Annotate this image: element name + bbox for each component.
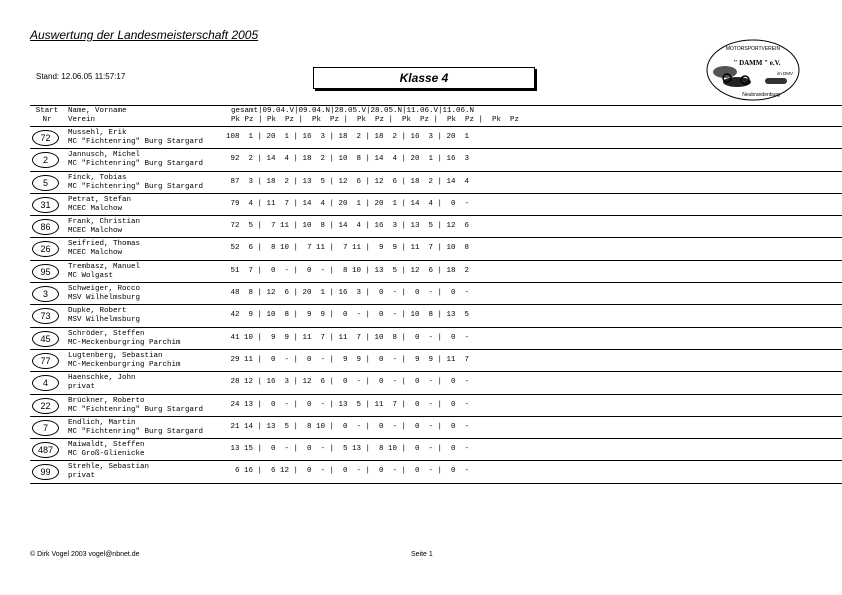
rider-club: privat (68, 383, 96, 392)
header-scores-col (231, 107, 519, 125)
logo-dmv-text: im DMV (777, 71, 793, 76)
rider-club: MSV Wilhelmsburg (68, 316, 141, 325)
rider-scores: 52 6 | 8 10 | 7 11 | 7 11 | 9 9 | 11 7 | 10 8 (226, 244, 470, 253)
rider-scores: 92 2 | 14 4 | 18 2 | 10 8 | 14 4 | 20 1 | 16 3 (226, 155, 470, 164)
rider-club: MC Groß-Glienicke (68, 450, 145, 459)
rider-name: Finck, Tobias (68, 173, 127, 182)
table-row (30, 372, 842, 394)
rider-name: Endlich, Martin (68, 418, 136, 427)
rider-club: MC "Fichtenring" Burg Stargard (68, 427, 204, 436)
rider-cell (68, 441, 145, 459)
footer-copyright: © Dirk Vogel 2003 vogel@nbnet.de (30, 551, 140, 558)
header-dates: gesamt|09.04.V|09.04.N|28.05.V|28.05.N|11.06.V|11.06.N (231, 107, 475, 115)
table-row (30, 350, 842, 372)
rider-cell (68, 463, 149, 481)
start-number-badge: 3 (32, 286, 59, 302)
rider-name: Schröder, Steffen (68, 329, 145, 338)
logo-top-text: MOTORSPORTVEREIN (725, 46, 781, 52)
rider-club: privat (68, 472, 96, 481)
table-row (30, 238, 842, 260)
rider-name: Seifried, Thomas (68, 240, 141, 249)
rider-scores: 41 10 | 9 9 | 11 7 | 11 7 | 10 8 | 0 - | 0 - (226, 333, 470, 342)
table-header (30, 105, 842, 127)
logo-mid-text: " DAMM " e.V. (733, 59, 781, 67)
rider-cell (68, 330, 181, 348)
start-number-badge: 26 (32, 241, 59, 257)
rider-scores: 51 7 | 0 - | 0 - | 8 10 | 13 5 | 12 6 | 18 2 (226, 266, 470, 275)
start-number-badge: 86 (32, 219, 59, 235)
rider-club: MC "Fichtenring" Burg Stargard (68, 182, 204, 191)
rider-cell (68, 151, 203, 169)
rider-club: MC "Fichtenring" Burg Stargard (68, 405, 204, 414)
rider-cell (68, 352, 181, 370)
rider-name: Schweiger, Rocco (68, 285, 141, 294)
rider-scores: 48 8 | 12 6 | 20 1 | 16 3 | 0 - | 0 - | 0 - (226, 289, 470, 298)
table-row (30, 283, 842, 305)
rider-name: Mussehl, Erik (68, 129, 127, 137)
rider-club: MCEC Malchow (68, 227, 123, 236)
rider-scores: 79 4 | 11 7 | 14 4 | 20 1 | 20 1 | 14 4 | 0 - (226, 199, 470, 208)
start-number-badge: 31 (32, 197, 59, 213)
start-number-badge: 73 (32, 308, 59, 324)
table-row (30, 172, 842, 194)
start-number-badge: 2 (32, 152, 59, 168)
start-number-badge: 22 (32, 398, 59, 414)
table-row (30, 127, 842, 149)
rider-cell (68, 374, 136, 392)
rider-name: Dupke, Robert (68, 307, 127, 316)
table-row (30, 328, 842, 350)
rider-scores: 6 16 | 6 12 | 0 - | 0 - | 0 - | 0 - | 0 - (226, 467, 470, 476)
logo-bottom-text: Neubrandenburg (742, 92, 780, 98)
rider-cell (68, 129, 203, 147)
table-row (30, 417, 842, 439)
rider-club: MC-Meckenburgring Parchim (68, 338, 181, 347)
start-number-badge: 77 (32, 353, 59, 369)
header-start: Start (35, 107, 59, 115)
table-row (30, 305, 842, 327)
rider-cell (68, 419, 203, 437)
rider-name: Petrat, Stefan (68, 195, 132, 204)
rider-cell (68, 218, 140, 236)
rider-name: Trembasz, Manuel (68, 262, 141, 271)
rider-name: Maiwaldt, Steffen (68, 441, 145, 450)
header-pk-pz: Pk Pz | Pk Pz | Pk Pz | Pk Pz | Pk Pz | Pk Pz | Pk Pz (231, 116, 520, 124)
table-row (30, 216, 842, 238)
club-logo (705, 38, 801, 102)
rider-cell (68, 196, 131, 214)
table-row (30, 461, 842, 483)
rider-scores: 29 11 | 0 - | 0 - | 9 9 | 0 - | 9 9 | 11 7 (226, 355, 470, 364)
rider-cell (68, 240, 140, 258)
rider-name: Haenschke, John (68, 374, 136, 383)
rider-club: MCEC Malchow (68, 249, 123, 258)
start-number-badge: 5 (32, 175, 59, 191)
table-row (30, 439, 842, 461)
start-number-badge: 4 (32, 375, 59, 391)
rider-club: MC-Meckenburgring Parchim (68, 360, 181, 369)
rider-cell (68, 174, 203, 192)
start-number-badge: 45 (32, 331, 59, 347)
rider-scores: 13 15 | 0 - | 0 - | 5 13 | 8 10 | 0 - | 0 - (226, 445, 470, 454)
rider-cell (68, 307, 140, 325)
rider-cell (68, 285, 140, 303)
rider-scores: 72 5 | 7 11 | 10 8 | 14 4 | 16 3 | 13 5 | 12 6 (226, 222, 470, 231)
klasse-box: Klasse 4 (313, 67, 535, 89)
rider-club: MC Wolgast (68, 271, 114, 280)
header-name: Name, Vorname (68, 107, 127, 115)
rider-club: MCEC Malchow (68, 204, 123, 213)
rider-name: Strehle, Sebastian (68, 463, 150, 472)
page-title: Auswertung der Landesmeisterschaft 2005 (30, 28, 259, 42)
table-row (30, 261, 842, 283)
rider-name: Brückner, Roberto (68, 396, 145, 405)
rider-scores: 108 1 | 20 1 | 16 3 | 18 2 | 18 2 | 16 3 | 20 1 (226, 133, 470, 141)
rider-club: MC "Fichtenring" Burg Stargard (68, 138, 204, 146)
rider-cell (68, 397, 203, 415)
rider-scores: 28 12 | 16 3 | 12 6 | 0 - | 0 - | 0 - | 0 - (226, 378, 470, 387)
header-verein: Verein (68, 116, 96, 124)
rider-scores: 42 9 | 10 8 | 9 9 | 0 - | 0 - | 10 8 | 13 5 (226, 311, 470, 320)
start-number-badge: 95 (32, 264, 59, 280)
start-number-badge: 7 (32, 420, 59, 436)
footer-page-number: Seite 1 (411, 551, 433, 558)
start-number-badge: 99 (32, 464, 59, 480)
rider-name: Jannusch, Michel (68, 151, 141, 160)
table-row (30, 194, 842, 216)
rider-cell (68, 263, 140, 281)
rider-scores: 87 3 | 18 2 | 13 5 | 12 6 | 12 6 | 18 2 | 14 4 (226, 177, 470, 186)
table-row (30, 395, 842, 417)
rider-name: Lugtenberg, Sebastian (68, 351, 163, 360)
results-table (30, 127, 842, 484)
header-nr: Nr (42, 116, 52, 124)
table-row (30, 149, 842, 171)
rider-name: Frank, Christian (68, 218, 141, 227)
rider-club: MSV Wilhelmsburg (68, 294, 141, 303)
start-number-badge: 72 (32, 130, 59, 146)
header-start-col (33, 107, 61, 125)
header-name-col (68, 107, 127, 125)
rider-scores: 21 14 | 13 5 | 8 10 | 0 - | 0 - | 0 - | 0 - (226, 422, 470, 431)
rider-scores: 24 13 | 0 - | 0 - | 13 5 | 11 7 | 0 - | 0 - (226, 400, 470, 409)
start-number-badge: 487 (32, 442, 59, 458)
rider-club: MC "Fichtenring" Burg Stargard (68, 160, 204, 169)
stand-timestamp: Stand: 12.06.05 11:57:17 (36, 72, 126, 81)
